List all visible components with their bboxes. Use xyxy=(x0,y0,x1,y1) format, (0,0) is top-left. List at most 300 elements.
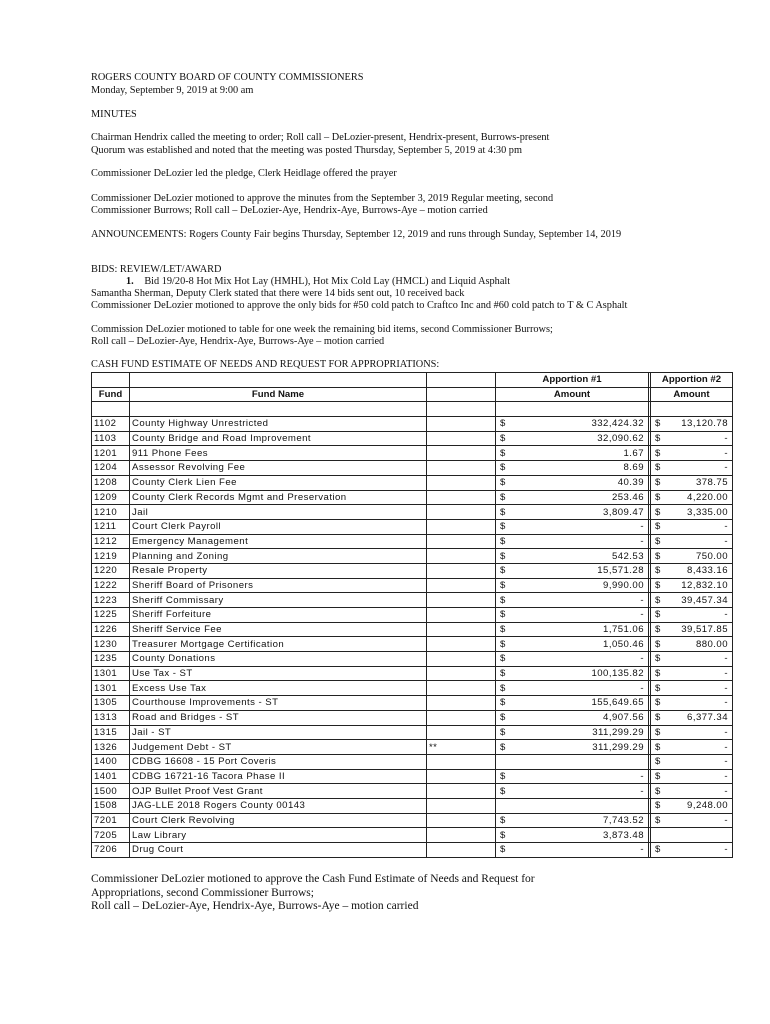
apportion-1-amount-cell xyxy=(496,637,649,652)
fund-name-cell: County Bridge and Road Improvement xyxy=(130,431,427,446)
fund-name-cell: Excess Use Tax xyxy=(130,681,427,696)
currency-symbol: $ xyxy=(500,550,506,562)
fund-number-cell: 1211 xyxy=(92,519,130,534)
note-cell xyxy=(427,843,496,858)
currency-symbol: $ xyxy=(500,814,506,826)
apportion-1-amount-cell xyxy=(496,461,649,476)
note-cell xyxy=(427,593,496,608)
currency-symbol: $ xyxy=(500,462,506,474)
currency-symbol: $ xyxy=(500,594,506,606)
fund-number-cell: 1400 xyxy=(92,754,130,769)
apportion-2-amount-cell xyxy=(651,578,733,593)
fund-name-cell: Emergency Management xyxy=(130,534,427,549)
apportion-2-amount-cell xyxy=(651,769,733,784)
amount-value: 253.46 xyxy=(611,491,644,503)
table-row xyxy=(92,798,733,813)
minutes-approval-line-2: Commissioner Burrows; Roll call – DeLozier-Aye, Hendrix-Aye, Burrows-Aye – motion carried xyxy=(91,205,488,216)
fund-number-cell: 1220 xyxy=(92,563,130,578)
fund-number-cell: 1208 xyxy=(92,475,130,490)
fund-number-cell: 7205 xyxy=(92,828,130,843)
call-to-order-line-1: Chairman Hendrix called the meeting to order; Roll call – DeLozier-present, Hendrix-present, Burrows-present xyxy=(91,132,550,143)
apportion-1-amount-cell xyxy=(496,769,649,784)
table-row xyxy=(92,608,733,623)
fund-name-cell: JAG-LLE 2018 Rogers County 00143 xyxy=(130,798,427,813)
fund-name-cell: Planning and Zoning xyxy=(130,549,427,564)
amount-value: 39,517.85 xyxy=(681,624,728,636)
call-to-order-line-2: Quorum was established and noted that the meeting was posted Thursday, September 5, 2019 at 4:30 pm xyxy=(91,145,522,156)
table-row xyxy=(92,784,733,799)
apportion-1-amount-cell xyxy=(496,431,649,446)
table-row xyxy=(92,754,733,769)
note-cell xyxy=(427,490,496,505)
amount-value: - xyxy=(724,741,728,753)
apportion-1-amount-cell xyxy=(496,446,649,461)
fund-name-cell: CDBG 16721-16 Tacora Phase II xyxy=(130,769,427,784)
currency-symbol: $ xyxy=(655,579,661,591)
fund-number-cell: 1219 xyxy=(92,549,130,564)
currency-symbol: $ xyxy=(655,447,661,459)
apportion-2-amount-cell xyxy=(651,652,733,667)
currency-symbol: $ xyxy=(655,506,661,518)
currency-symbol: $ xyxy=(655,653,661,665)
fund-number-cell: 1222 xyxy=(92,578,130,593)
table-row xyxy=(92,446,733,461)
apportion-2-amount-cell xyxy=(651,696,733,711)
table-row xyxy=(92,461,733,476)
note-cell xyxy=(427,431,496,446)
amount-value: 9,990.00 xyxy=(603,579,644,591)
apportion-2-amount-cell xyxy=(651,608,733,623)
apportion-2-amount-cell xyxy=(651,563,733,578)
amount-value: 6,377.34 xyxy=(687,712,728,724)
fund-number-cell: 1230 xyxy=(92,637,130,652)
currency-symbol: $ xyxy=(655,462,661,474)
apportion-1-amount-cell xyxy=(496,740,649,755)
amount-value: - xyxy=(724,521,728,533)
closing-motion xyxy=(91,873,651,914)
amount-value: - xyxy=(640,594,644,606)
currency-symbol: $ xyxy=(655,433,661,445)
apportion-1-amount-cell xyxy=(496,843,649,858)
apportion-1-header: Apportion #1 xyxy=(496,373,649,388)
amount-value: - xyxy=(640,682,644,694)
note-cell xyxy=(427,578,496,593)
amount-value: - xyxy=(724,668,728,680)
fund-number-cell: 1401 xyxy=(92,769,130,784)
amount-value: 4,220.00 xyxy=(687,491,728,503)
note-cell xyxy=(427,784,496,799)
fund-number-cell: 1326 xyxy=(92,740,130,755)
minutes-heading: MINUTES xyxy=(91,109,137,120)
note-cell xyxy=(427,754,496,769)
amount-value: - xyxy=(724,785,728,797)
closing-line-1: Commissioner DeLozier motioned to approve the Cash Fund Estimate of Needs and Request for xyxy=(91,873,535,885)
apportion-2-amount-cell xyxy=(651,475,733,490)
currency-symbol: $ xyxy=(655,785,661,797)
currency-symbol: $ xyxy=(500,579,506,591)
bid-list-item xyxy=(126,276,510,288)
fund-number-cell: 1204 xyxy=(92,461,130,476)
apportion-1-amount-cell xyxy=(496,608,649,623)
fund-name-cell: Use Tax - ST xyxy=(130,666,427,681)
closing-line-3: Roll call – DeLozier-Aye, Hendrix-Aye, Burrows-Aye – motion carried xyxy=(91,900,419,913)
fund-number-cell: 1210 xyxy=(92,505,130,520)
fund-name-cell: Drug Court xyxy=(130,843,427,858)
table-row xyxy=(92,740,733,755)
amount-value: 311,299.29 xyxy=(592,726,644,738)
note-cell xyxy=(427,666,496,681)
amount-value: - xyxy=(724,726,728,738)
amount-value: - xyxy=(640,535,644,547)
currency-symbol: $ xyxy=(655,712,661,724)
apportion-1-amount-cell xyxy=(496,475,649,490)
currency-symbol: $ xyxy=(655,624,661,636)
amount-value: 9,248.00 xyxy=(687,800,728,812)
amount-value: - xyxy=(724,609,728,621)
note-cell xyxy=(427,475,496,490)
table-row xyxy=(92,769,733,784)
apportion-2-amount-cell xyxy=(651,431,733,446)
apportion-1-amount-cell xyxy=(496,578,649,593)
table-row xyxy=(92,519,733,534)
apportion-1-amount-cell xyxy=(496,754,649,769)
apportion-2-amount-cell xyxy=(651,798,733,813)
fund-name-cell: CDBG 16608 - 15 Port Coveris xyxy=(130,754,427,769)
currency-symbol: $ xyxy=(500,844,506,856)
currency-symbol: $ xyxy=(655,521,661,533)
bid-item-number: 1. xyxy=(126,276,134,287)
apportion-1-amount-cell xyxy=(496,563,649,578)
apportion-2-amount-cell xyxy=(651,813,733,828)
fund-name-cell: Sheriff Service Fee xyxy=(130,622,427,637)
fund-name-cell: OJP Bullet Proof Vest Grant xyxy=(130,784,427,799)
table-row xyxy=(92,652,733,667)
table-row xyxy=(92,490,733,505)
currency-symbol: $ xyxy=(500,785,506,797)
amount-value: 3,873.48 xyxy=(603,829,644,841)
currency-symbol: $ xyxy=(655,638,661,650)
fund-name-cell: Assessor Revolving Fee xyxy=(130,461,427,476)
note-cell xyxy=(427,563,496,578)
table-row xyxy=(92,593,733,608)
amount-value: 750.00 xyxy=(695,550,728,562)
currency-symbol: $ xyxy=(655,668,661,680)
amount-value: - xyxy=(724,535,728,547)
fund-name-cell: Court Clerk Payroll xyxy=(130,519,427,534)
bids-line-3: Commission DeLozier motioned to table for one week the remaining bid items, second Commissioner Burrows; xyxy=(91,324,553,335)
fund-number-cell: 1235 xyxy=(92,652,130,667)
note-cell xyxy=(427,813,496,828)
apportion-1-amount-cell xyxy=(496,622,649,637)
fund-name-cell: 911 Phone Fees xyxy=(130,446,427,461)
fund-name-cell: Jail - ST xyxy=(130,725,427,740)
apportion-1-amount-cell xyxy=(496,505,649,520)
currency-symbol: $ xyxy=(500,770,506,782)
amount-value: 311,299.29 xyxy=(592,741,644,753)
apportion-2-amount-cell xyxy=(651,754,733,769)
announcements-paragraph: ANNOUNCEMENTS: Rogers County Fair begins Thursday, September 12, 2019 and runs through Sunday, September 14, 2019 xyxy=(91,229,622,240)
apportion-2-amount-cell xyxy=(651,622,733,637)
amount-value: 1.67 xyxy=(623,447,644,459)
amount-value: - xyxy=(640,785,644,797)
apportion-2-amount-cell xyxy=(651,593,733,608)
table-row xyxy=(92,666,733,681)
apportion-2-amount-cell xyxy=(651,666,733,681)
amount-value: - xyxy=(724,814,728,826)
amount-value: - xyxy=(640,609,644,621)
bid-item-text: Bid 19/20-8 Hot Mix Hot Lay (HMHL), Hot Mix Cold Lay (HMCL) and Liquid Asphalt xyxy=(144,276,511,287)
apportion-1-amount-cell xyxy=(496,696,649,711)
note-cell xyxy=(427,725,496,740)
apportion-1-amount-cell xyxy=(496,519,649,534)
cash-fund-heading: CASH FUND ESTIMATE OF NEEDS AND REQUEST FOR APPROPRIATIONS: xyxy=(91,359,440,370)
bids-heading: BIDS: REVIEW/LET/AWARD xyxy=(91,264,222,275)
amount-value: - xyxy=(724,433,728,445)
apportion-1-amount-cell xyxy=(496,549,649,564)
currency-symbol: $ xyxy=(500,697,506,709)
apportion-1-amount-cell xyxy=(496,681,649,696)
table-row xyxy=(92,534,733,549)
note-cell xyxy=(427,681,496,696)
amount-value: 542.53 xyxy=(611,550,644,562)
apportion-2-amount-cell xyxy=(651,417,733,432)
amount-value: 1,751.06 xyxy=(603,624,644,636)
apportion-1-amount-cell xyxy=(496,798,649,813)
table-row xyxy=(92,813,733,828)
currency-symbol: $ xyxy=(500,741,506,753)
board-title: ROGERS COUNTY BOARD OF COUNTY COMMISSIONERS xyxy=(91,72,364,83)
currency-symbol: $ xyxy=(655,756,661,768)
amount-value: - xyxy=(724,697,728,709)
table-row xyxy=(92,417,733,432)
amount-value: - xyxy=(724,756,728,768)
note-cell xyxy=(427,637,496,652)
fund-name-cell: Sheriff Commissary xyxy=(130,593,427,608)
amount-value: 7,743.52 xyxy=(603,814,644,826)
currency-symbol: $ xyxy=(655,697,661,709)
currency-symbol: $ xyxy=(655,814,661,826)
amount-1-header: Amount xyxy=(496,387,649,402)
currency-symbol: $ xyxy=(500,521,506,533)
currency-symbol: $ xyxy=(500,712,506,724)
table-header-row-1 xyxy=(92,373,733,388)
fund-name-cell: Road and Bridges - ST xyxy=(130,710,427,725)
apportion-1-amount-cell xyxy=(496,828,649,843)
apportion-2-amount-cell xyxy=(651,710,733,725)
amount-value: 39,457.34 xyxy=(681,594,728,606)
currency-symbol: $ xyxy=(500,565,506,577)
fund-number-cell: 7206 xyxy=(92,843,130,858)
amount-value: - xyxy=(640,844,644,856)
fund-name-cell: County Donations xyxy=(130,652,427,667)
table-row xyxy=(92,725,733,740)
fund-number-cell: 1301 xyxy=(92,681,130,696)
apportion-2-amount-cell xyxy=(651,519,733,534)
currency-symbol: $ xyxy=(655,565,661,577)
pledge-paragraph: Commissioner DeLozier led the pledge, Clerk Heidlage offered the prayer xyxy=(91,168,397,179)
table-row xyxy=(92,637,733,652)
amount-value: 4,907.56 xyxy=(603,712,644,724)
minutes-approval-line-1: Commissioner DeLozier motioned to approve the minutes from the September 3, 2019 Regular meeting, second xyxy=(91,193,554,204)
fund-number-cell: 1500 xyxy=(92,784,130,799)
note-cell xyxy=(427,534,496,549)
note-cell xyxy=(427,798,496,813)
fund-number-cell: 1301 xyxy=(92,666,130,681)
fund-number-cell: 1226 xyxy=(92,622,130,637)
apportion-1-amount-cell xyxy=(496,417,649,432)
meeting-date: Monday, September 9, 2019 at 9:00 am xyxy=(91,85,254,96)
currency-symbol: $ xyxy=(500,447,506,459)
amount-value: - xyxy=(724,844,728,856)
apportion-2-amount-cell xyxy=(651,446,733,461)
cash-fund-table xyxy=(91,372,733,858)
fund-number-cell: 1305 xyxy=(92,696,130,711)
currency-symbol: $ xyxy=(655,741,661,753)
currency-symbol: $ xyxy=(655,844,661,856)
amount-value: - xyxy=(724,682,728,694)
amount-value: 3,809.47 xyxy=(603,506,644,518)
amount-value: 8,433.16 xyxy=(687,565,728,577)
currency-symbol: $ xyxy=(500,638,506,650)
table-row xyxy=(92,431,733,446)
currency-symbol: $ xyxy=(500,506,506,518)
fund-number-cell: 1212 xyxy=(92,534,130,549)
note-cell xyxy=(427,446,496,461)
currency-symbol: $ xyxy=(655,726,661,738)
note-cell xyxy=(427,608,496,623)
fund-number-cell: 7201 xyxy=(92,813,130,828)
amount-value: - xyxy=(724,653,728,665)
currency-symbol: $ xyxy=(500,535,506,547)
note-cell xyxy=(427,417,496,432)
currency-symbol: $ xyxy=(500,477,506,489)
currency-symbol: $ xyxy=(655,609,661,621)
table-row xyxy=(92,622,733,637)
currency-symbol: $ xyxy=(655,682,661,694)
fund-number-cell: 1313 xyxy=(92,710,130,725)
amount-value: 15,571.28 xyxy=(597,565,644,577)
apportion-2-amount-cell xyxy=(651,843,733,858)
fund-name-cell: County Clerk Records Mgmt and Preservation xyxy=(130,490,427,505)
bids-line-2: Commissioner DeLozier motioned to approve the only bids for #50 cold patch to Craftco Inc and #60 cold patch to T & C Asphalt xyxy=(91,300,628,311)
table-header-row-2 xyxy=(92,387,733,402)
amount-value: 332,424.32 xyxy=(591,418,644,430)
table-row xyxy=(92,563,733,578)
note-cell xyxy=(427,519,496,534)
note-cell xyxy=(427,622,496,637)
note-cell xyxy=(427,549,496,564)
bids-line-4: Roll call – DeLozier-Aye, Hendrix-Aye, Burrows-Aye – motion carried xyxy=(91,336,385,347)
amount-value: - xyxy=(640,770,644,782)
apportion-1-amount-cell xyxy=(496,666,649,681)
currency-symbol: $ xyxy=(500,418,506,430)
apportion-1-amount-cell xyxy=(496,593,649,608)
note-cell xyxy=(427,828,496,843)
apportion-2-amount-cell xyxy=(651,784,733,799)
currency-symbol: $ xyxy=(655,477,661,489)
amount-value: 8.69 xyxy=(623,462,644,474)
table-row xyxy=(92,578,733,593)
table-row xyxy=(92,505,733,520)
amount-value: 13,120.78 xyxy=(681,418,728,430)
fund-name-cell: Resale Property xyxy=(130,563,427,578)
note-cell xyxy=(427,696,496,711)
table-row xyxy=(92,828,733,843)
currency-symbol: $ xyxy=(500,726,506,738)
apportion-1-amount-cell xyxy=(496,725,649,740)
note-cell: ** xyxy=(427,740,496,755)
currency-symbol: $ xyxy=(500,668,506,680)
currency-symbol: $ xyxy=(655,491,661,503)
fund-number-cell: 1508 xyxy=(92,798,130,813)
currency-symbol: $ xyxy=(500,682,506,694)
fund-number-cell: 1201 xyxy=(92,446,130,461)
currency-symbol: $ xyxy=(655,594,661,606)
currency-symbol: $ xyxy=(655,800,661,812)
amount-value: - xyxy=(724,462,728,474)
apportion-1-amount-cell xyxy=(496,534,649,549)
fund-name-cell: County Clerk Lien Fee xyxy=(130,475,427,490)
apportion-2-amount-cell xyxy=(651,681,733,696)
table-spacer-row xyxy=(92,402,733,417)
amount-value: 378.75 xyxy=(695,477,728,489)
fund-number-cell: 1102 xyxy=(92,417,130,432)
apportion-2-amount-cell xyxy=(651,828,733,843)
table-row xyxy=(92,549,733,564)
apportion-1-amount-cell xyxy=(496,652,649,667)
apportion-2-amount-cell xyxy=(651,534,733,549)
fund-name-cell: Law Library xyxy=(130,828,427,843)
apportion-1-amount-cell xyxy=(496,710,649,725)
amount-value: - xyxy=(640,521,644,533)
currency-symbol: $ xyxy=(500,433,506,445)
closing-line-2: Appropriations, second Commissioner Burrows; xyxy=(91,886,314,899)
note-cell xyxy=(427,505,496,520)
fund-number-cell: 1315 xyxy=(92,725,130,740)
fund-number-cell: 1209 xyxy=(92,490,130,505)
fund-name-cell: County Highway Unrestricted xyxy=(130,417,427,432)
apportion-2-header: Apportion #2 xyxy=(651,373,733,388)
apportion-1-amount-cell xyxy=(496,490,649,505)
currency-symbol: $ xyxy=(500,609,506,621)
apportion-2-amount-cell xyxy=(651,461,733,476)
note-cell xyxy=(427,652,496,667)
apportion-1-amount-cell xyxy=(496,813,649,828)
currency-symbol: $ xyxy=(500,829,506,841)
amount-value: 32,090.62 xyxy=(597,433,644,445)
amount-value: 155,649.65 xyxy=(591,697,644,709)
fund-name-cell: Court Clerk Revolving xyxy=(130,813,427,828)
table-row xyxy=(92,696,733,711)
fund-name-cell: Judgement Debt - ST xyxy=(130,740,427,755)
table-row xyxy=(92,843,733,858)
amount-value: - xyxy=(640,653,644,665)
fund-number-cell: 1103 xyxy=(92,431,130,446)
amount-2-header: Amount xyxy=(651,387,733,402)
bids-line-1: Samantha Sherman, Deputy Clerk stated that there were 14 bids sent out, 10 received back xyxy=(91,288,465,299)
fund-name-column-header: Fund Name xyxy=(130,387,427,402)
apportion-2-amount-cell xyxy=(651,637,733,652)
fund-name-cell: Treasurer Mortgage Certification xyxy=(130,637,427,652)
amount-value: 12,832.10 xyxy=(681,579,728,591)
fund-number-cell: 1223 xyxy=(92,593,130,608)
currency-symbol: $ xyxy=(500,491,506,503)
fund-name-cell: Jail xyxy=(130,505,427,520)
amount-value: 1,050.46 xyxy=(603,638,644,650)
fund-name-cell: Sheriff Forfeiture xyxy=(130,608,427,623)
note-cell xyxy=(427,769,496,784)
apportion-2-amount-cell xyxy=(651,505,733,520)
